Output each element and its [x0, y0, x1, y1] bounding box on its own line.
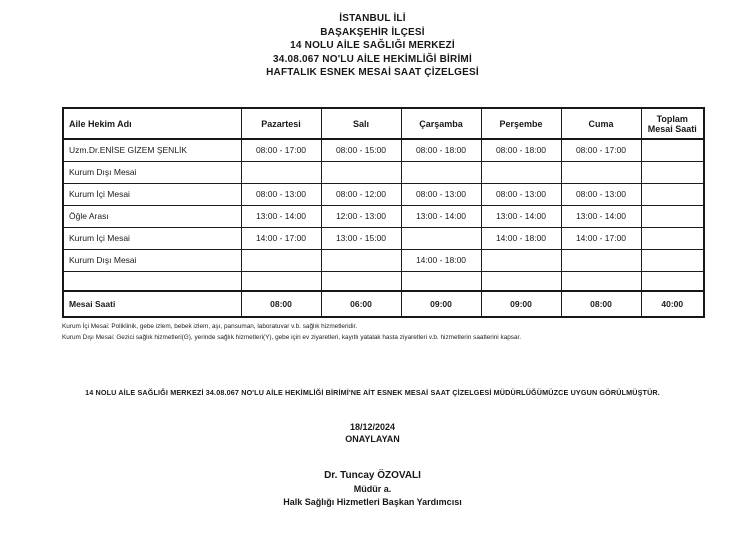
time-cell: 08:00 - 15:00 [321, 139, 401, 161]
signer-title-1: Müdür a. [353, 484, 392, 494]
time-cell: 13:00 - 14:00 [401, 205, 481, 227]
title-schedule: HAFTALIK ESNEK MESAİ SAAT ÇİZELGESİ [266, 67, 479, 78]
time-cell: 13:00 - 14:00 [561, 205, 641, 227]
row-label: Kurum Dışı Mesai [63, 161, 241, 183]
approval-date-block [0, 421, 745, 445]
approval-date: 18/12/2024 [349, 422, 396, 432]
time-cell [241, 161, 321, 183]
time-cell: 09:00 [401, 291, 481, 317]
column-header: Pazartesi [241, 108, 321, 139]
time-cell: 08:00 - 13:00 [241, 183, 321, 205]
time-cell: 08:00 - 18:00 [401, 139, 481, 161]
table-row [63, 183, 704, 205]
time-cell: 14:00 - 18:00 [401, 249, 481, 271]
time-cell: 13:00 - 14:00 [481, 205, 561, 227]
signature-block [0, 469, 745, 509]
time-cell [321, 249, 401, 271]
time-cell: 08:00 - 13:00 [481, 183, 561, 205]
time-cell: 08:00 - 13:00 [561, 183, 641, 205]
column-header: Çarşamba [401, 108, 481, 139]
time-cell: 09:00 [481, 291, 561, 317]
time-cell: 13:00 - 14:00 [241, 205, 321, 227]
time-cell [401, 271, 481, 291]
row-label [63, 271, 241, 291]
row-label: Öğle Arası [63, 205, 241, 227]
approval-statement: 14 NOLU AİLE SAĞLIĞI MERKEZİ 34.08.067 NO'LU AİLE HEKİMLİĞİ BİRİMİ'NE AİT ESNEK MESAİ SAAT ÇİZELGESİ MÜDÜRLÜĞÜMÜZCE UYGUN GÖRÜLMÜŞTÜR. [85, 388, 660, 397]
time-cell [641, 183, 704, 205]
time-cell: 08:00 - 13:00 [401, 183, 481, 205]
signer-title-2: Halk Sağlığı Hizmetleri Başkan Yardımcısı [283, 497, 462, 507]
approver-label: ONAYLAYAN [345, 434, 400, 444]
table-row [63, 205, 704, 227]
row-label: Kurum İçi Mesai [63, 227, 241, 249]
time-cell [561, 271, 641, 291]
title-province: İSTANBUL İLİ [339, 13, 406, 24]
time-cell [561, 249, 641, 271]
approval-statement-block [20, 388, 725, 397]
document-title-block [0, 12, 745, 80]
table-row [63, 161, 704, 183]
table-header [63, 108, 704, 139]
time-cell: 14:00 - 17:00 [241, 227, 321, 249]
title-unit: 34.08.067 NO'LU AİLE HEKİMLİĞİ BİRİMİ [273, 53, 472, 65]
time-cell [241, 271, 321, 291]
time-cell [321, 161, 401, 183]
table-row [63, 249, 704, 271]
column-header: Aile Hekim Adı [63, 108, 241, 139]
time-cell: 14:00 - 18:00 [481, 227, 561, 249]
time-cell [481, 249, 561, 271]
time-cell: 06:00 [321, 291, 401, 317]
schedule-table-body [63, 139, 704, 317]
time-cell [641, 139, 704, 161]
time-cell: 08:00 - 17:00 [241, 139, 321, 161]
time-cell [321, 271, 401, 291]
footnote-kurum-disi: Kurum Dışı Mesai: Gezici sağlık hizmetleri(G), yerinde sağlık hizmetleri(Y), gebe için ev ziyaretleri, kayıtlı yatalak hasta ziyaretleri v.b. hizmetlerin saatlerini kapsar. [62, 334, 522, 341]
column-header: Cuma [561, 108, 641, 139]
column-header: Perşembe [481, 108, 561, 139]
weekly-schedule-table [62, 107, 705, 318]
time-cell: 08:00 - 18:00 [481, 139, 561, 161]
row-label: Kurum Dışı Mesai [63, 249, 241, 271]
time-cell [401, 227, 481, 249]
time-cell: 40:00 [641, 291, 704, 317]
time-cell [641, 271, 704, 291]
row-label: Uzm.Dr.ENİSE GİZEM ŞENLİK [63, 139, 241, 161]
table-row [63, 139, 704, 161]
time-cell: 08:00 - 17:00 [561, 139, 641, 161]
weekly-schedule-table-container [62, 107, 703, 318]
column-header: Toplam Mesai Saati [641, 108, 704, 139]
row-label: Mesai Saati [63, 291, 241, 317]
signer-name: Dr. Tuncay ÖZOVALI [324, 470, 421, 481]
time-cell [641, 205, 704, 227]
table-row [63, 291, 704, 317]
time-cell [481, 271, 561, 291]
table-row [63, 227, 704, 249]
time-cell: 08:00 - 12:00 [321, 183, 401, 205]
time-cell [561, 161, 641, 183]
time-cell [241, 249, 321, 271]
time-cell [481, 161, 561, 183]
time-cell [641, 249, 704, 271]
table-row [63, 271, 704, 291]
time-cell: 08:00 [561, 291, 641, 317]
time-cell [641, 161, 704, 183]
header-row [63, 108, 704, 139]
time-cell: 08:00 [241, 291, 321, 317]
time-cell: 14:00 - 17:00 [561, 227, 641, 249]
title-district: BAŞAKŞEHİR İLÇESİ [320, 26, 425, 38]
time-cell: 13:00 - 15:00 [321, 227, 401, 249]
time-cell [401, 161, 481, 183]
row-label: Kurum İçi Mesai [63, 183, 241, 205]
footnotes-block [62, 321, 715, 343]
footnote-kurum-ici: Kurum İçi Mesai: Poliklinik, gebe izlem, bebek izlem, aşı, pansuman, laboratuvar v.b. sağlık hizmetleridir. [62, 323, 358, 330]
column-header: Salı [321, 108, 401, 139]
time-cell [641, 227, 704, 249]
time-cell: 12:00 - 13:00 [321, 205, 401, 227]
title-health-center: 14 NOLU AİLE SAĞLIĞI MERKEZİ [290, 40, 455, 51]
